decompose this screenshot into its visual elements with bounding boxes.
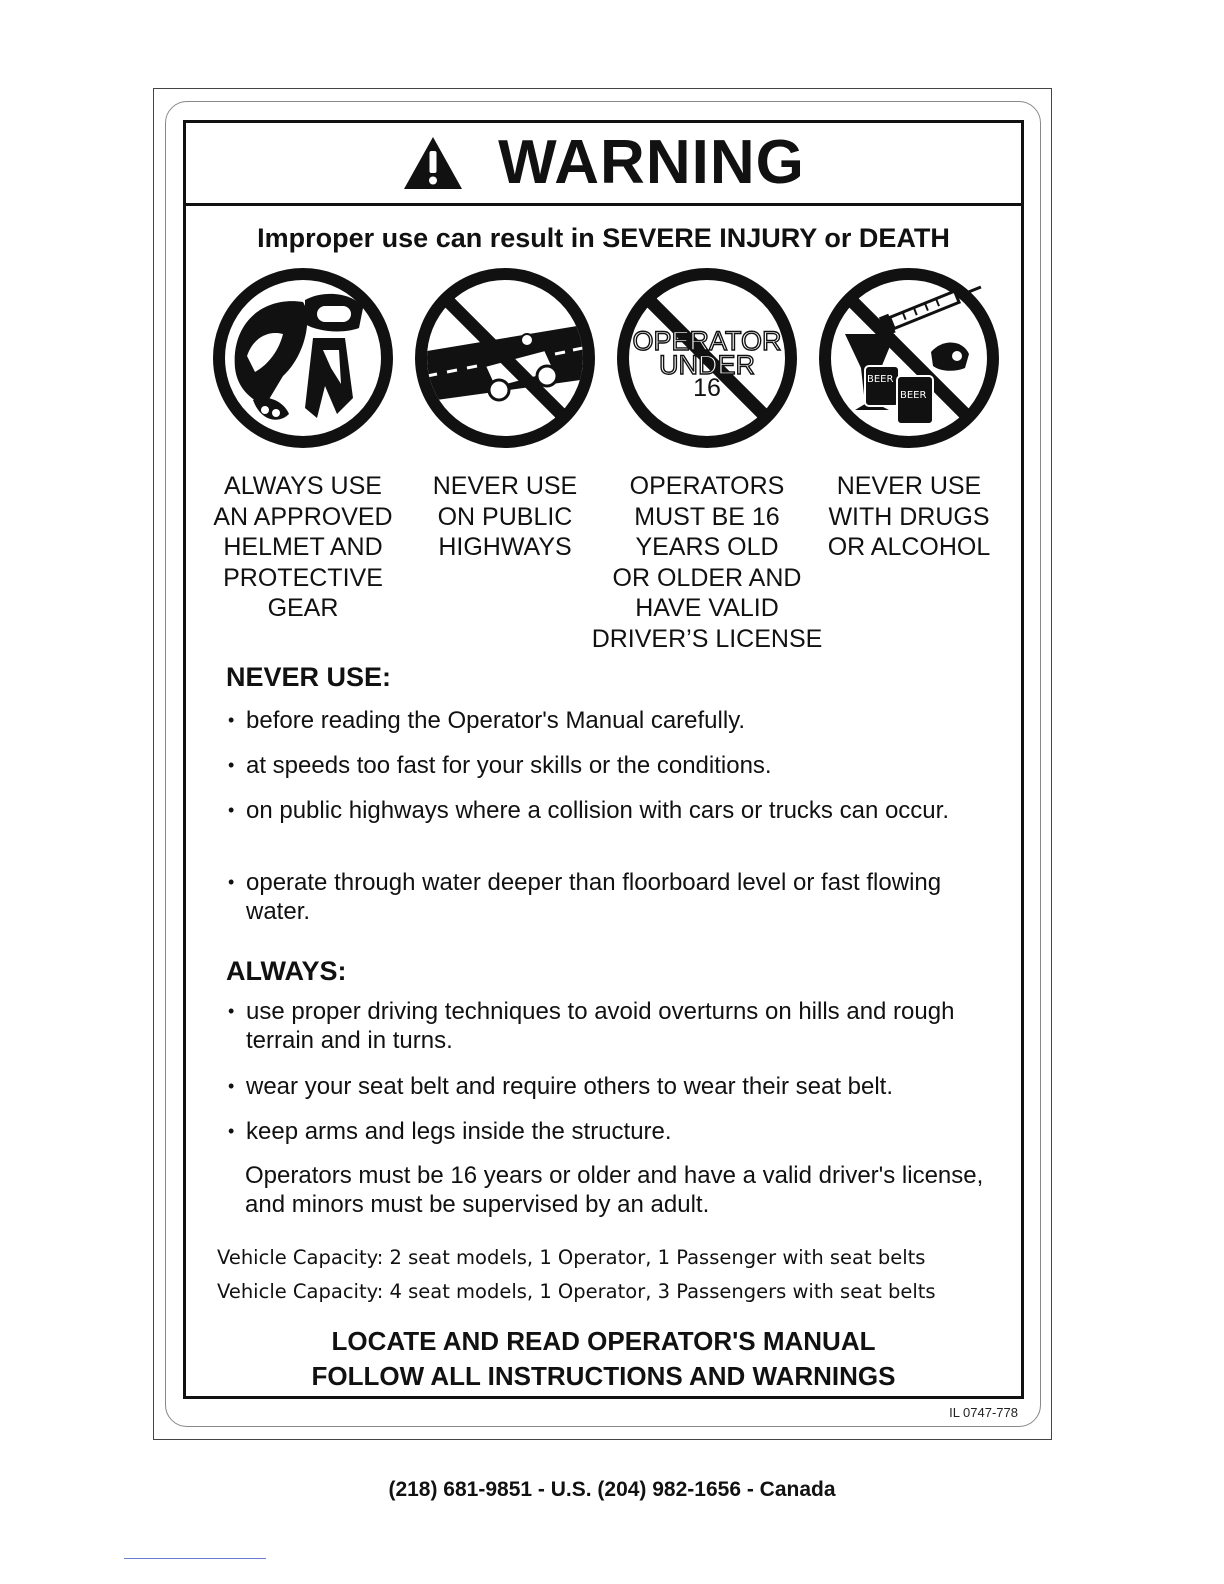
no-underage-operator-icon bbox=[617, 268, 797, 448]
always-item: • keep arms and legs inside the structure. bbox=[228, 1117, 1006, 1146]
caption-highways: NEVER USE ON PUBLIC HIGHWAYS bbox=[432, 472, 578, 561]
operator-age-note: Operators must be 16 years or older and have a valid driver's license, and minors must be supervised by an adult. bbox=[245, 1162, 984, 1218]
manual-instruction: LOCATE AND READ OPERATOR'S MANUAL bbox=[331, 1326, 876, 1356]
beer-can-label-1: BEER bbox=[867, 374, 894, 385]
contact-phone-numbers: (218) 681-9851 - U.S. (204) 982-1656 - Canada bbox=[388, 1478, 836, 1501]
no-highway-vehicle-icon bbox=[415, 268, 595, 448]
always-heading: ALWAYS: bbox=[226, 956, 347, 986]
pictogram-text-operator: OPERATOR bbox=[632, 326, 782, 356]
warning-decal bbox=[183, 120, 1024, 1399]
pictogram-row bbox=[186, 268, 1021, 448]
warning-triangle-icon bbox=[402, 135, 464, 191]
warning-header bbox=[186, 123, 1021, 206]
always-section bbox=[226, 956, 1006, 987]
always-item: • use proper driving techniques to avoid overturns on hills and rough terrain and in turns. bbox=[228, 997, 976, 1055]
never-use-item: • at speeds too fast for your skills or the conditions. bbox=[228, 751, 1006, 780]
pictogram-text-under: UNDER bbox=[658, 350, 756, 380]
never-use-item: • operate through water deeper than floorboard level or fast flowing water. bbox=[228, 868, 946, 926]
capacity-2-seat: Vehicle Capacity: 2 seat models, 1 Operator, 1 Passenger with seat belts bbox=[217, 1246, 926, 1269]
caption-drugs: NEVER USE WITH DRUGS OR ALCOHOL bbox=[827, 472, 991, 561]
link-underline bbox=[124, 1558, 266, 1559]
follow-instructions: FOLLOW ALL INSTRUCTIONS AND WARNINGS bbox=[311, 1361, 896, 1391]
caption-age: OPERATORS MUST BE 16 YEARS OLD OR OLDER AND HAVE VALID DRIVER’S LICENSE bbox=[591, 472, 823, 653]
part-number: IL 0747-778 bbox=[949, 1405, 1018, 1420]
never-use-item: • on public highways where a collision with cars or trucks can occur. bbox=[228, 796, 966, 825]
warning-title: WARNING bbox=[498, 128, 805, 197]
warning-subtitle: Improper use can result in SEVERE INJURY or DEATH bbox=[257, 223, 950, 253]
no-drugs-alcohol-icon bbox=[819, 268, 999, 448]
beer-can-label-2: BEER bbox=[900, 390, 927, 401]
never-use-heading: NEVER USE: bbox=[226, 662, 392, 692]
capacity-4-seat: Vehicle Capacity: 4 seat models, 1 Operator, 3 Passengers with seat belts bbox=[217, 1280, 936, 1303]
always-item: • wear your seat belt and require others to wear their seat belt. bbox=[228, 1072, 1006, 1101]
never-use-section bbox=[226, 662, 1006, 693]
helmet-goggles-icon bbox=[213, 268, 393, 448]
never-use-item: • before reading the Operator's Manual carefully. bbox=[228, 706, 1006, 735]
caption-helmet: ALWAYS USE AN APPROVED HELMET AND PROTECTIVE GEAR bbox=[213, 472, 393, 622]
pictogram-text-age: 16 bbox=[693, 374, 721, 402]
